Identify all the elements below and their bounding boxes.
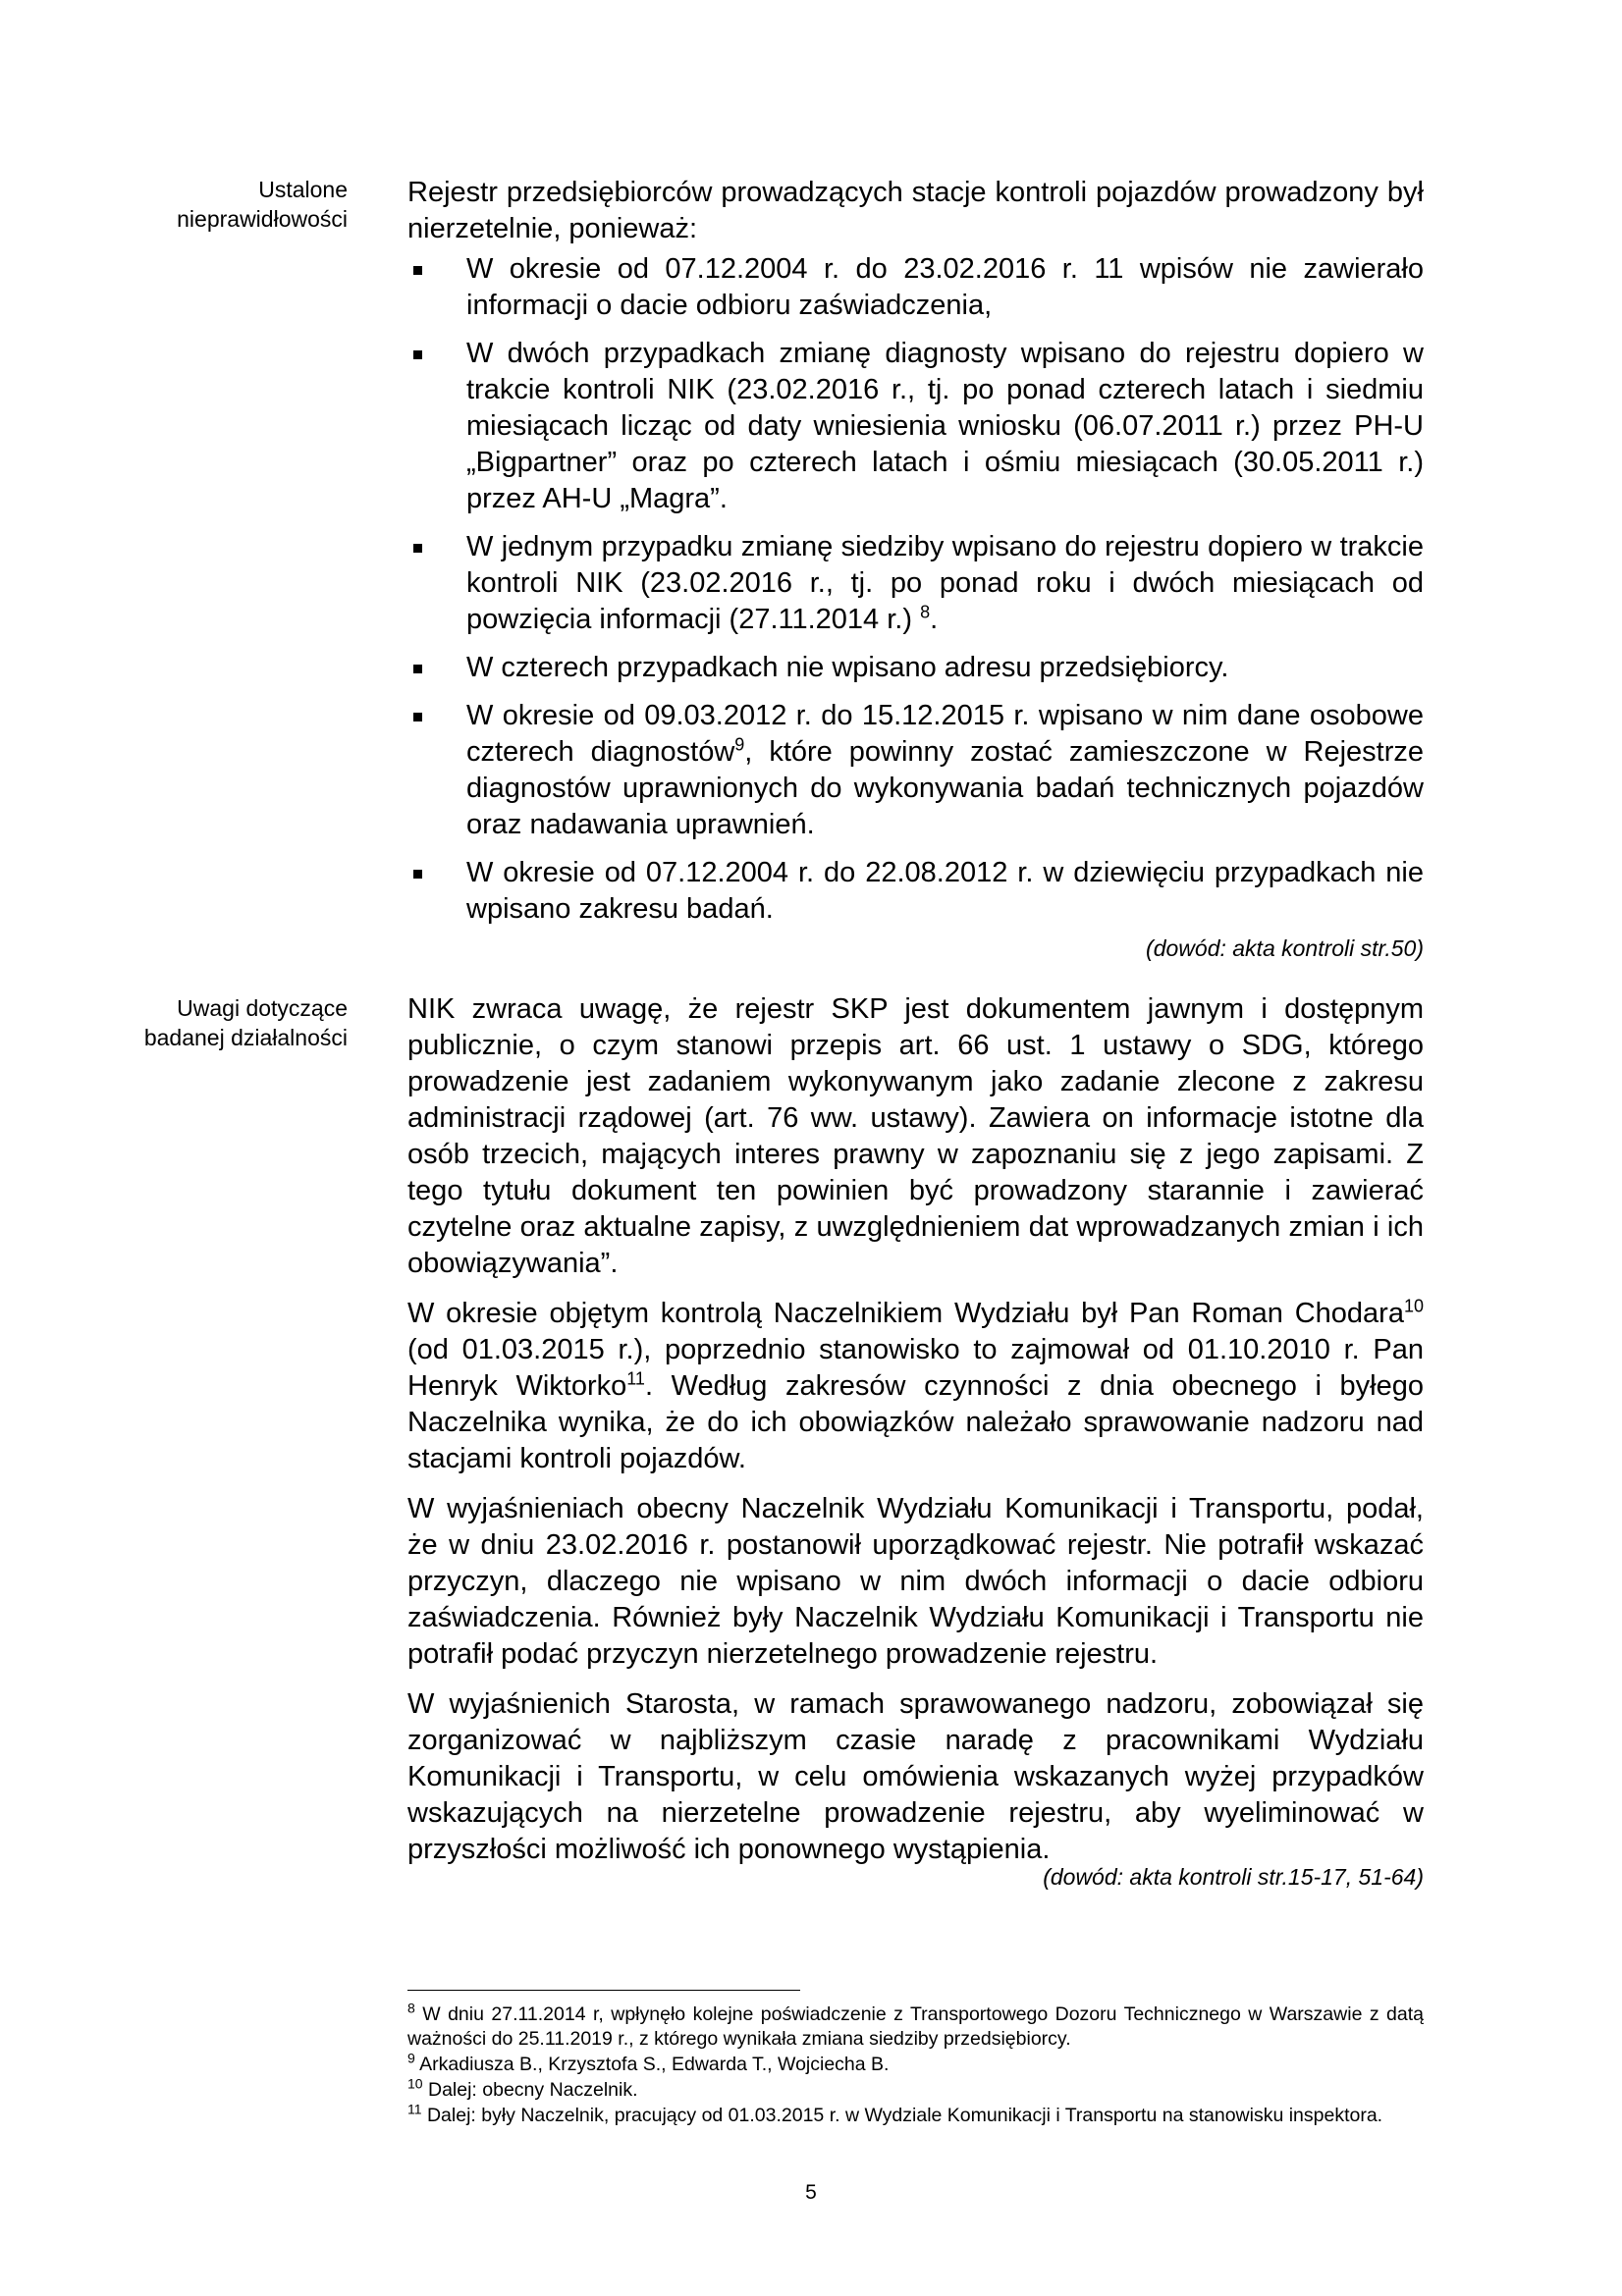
list-item: W dwóch przypadkach zmianę diagnosty wpisano do rejestru dopiero w trakcie kontroli NIK (23.02.2016 r., tj. po ponad czterech latach i siedmiu miesiącach licząc od daty wniesienia wniosku (06.07.2011 r.) przez PH-U „Bigpartner” oraz po czterech latach i ośmiu miesiącach (30.05.2011 r.) przez AH-U „Magra”. [407, 336, 1424, 517]
page-number: 5 [805, 2181, 817, 2204]
margin-label-irregularities: Ustalone nieprawidłowości [177, 177, 348, 232]
footnote: $^9$ Arkadiusza B., Krzysztofa S., Edwarda T., Wojciecha B. [407, 2050, 890, 2075]
evidence-reference: (dowód: akta kontroli str.15-17, 51-64) [1043, 1864, 1424, 1890]
list-item: W okresie od 09.03.2012 r. do 15.12.2015 r. wpisano w nim dane osobowe czterech diagnostów$^9$, które powinny zostać zamieszczone w Rejestrze diagnostów uprawnionych do wykonywania badań technicznych pojazdów oraz nadawania uprawnień. [407, 698, 1424, 843]
paragraph: NIK zwraca uwagę, że rejestr SKP jest dokumentem jawnym i dostępnym publicznie, o czym stanowi przepis art. 66 ust. 1 ustawy o SDG, którego prowadzenie jest zadaniem wykonywanym jako zadanie zlecone z zakresu administracji rządowej (art. 76 ww. ustawy). Zawiera on informacje istotne dla osób trzecich, mających interes prawny w zapoznaniu się z jego zapisami. Z tego tytułu dokument ten powinien być prowadzony starannie i zawierać czytelne oraz aktualne zapisy, z uwzględnieniem dat wprowadzanych zmian i ich obowiązywania”. [407, 993, 1424, 1279]
footnote: $^{10}$ Dalej: obecny Naczelnik. [407, 2075, 638, 2101]
paragraph: W wyjaśnienich Starosta, w ramach sprawowanego nadzoru, zobowiązał się zorganizować w najbliższym czasie naradę z pracownikami Wydziału Komunikacji i Transportu, w celu omówienia wskazanych wyżej przypadków wskazujących na nierzetelne prowadzenie rejestru, aby wyeliminować w przyszłości możliwość ich ponownego wystąpienia. [407, 1688, 1424, 1865]
square-bullet-icon [413, 870, 422, 879]
square-bullet-icon [413, 350, 422, 359]
section-remarks [407, 991, 1424, 1892]
footnote: $^{11}$ Dalej: były Naczelnik, pracujący od 01.03.2015 r. w Wydziale Komunikacji i Transportu na stanowisku inspektora. [407, 2101, 1383, 2126]
footnote-ref: 9 [734, 734, 745, 755]
footnote-ref: 11 [626, 1368, 645, 1389]
footnote-ref: 8 [920, 602, 931, 622]
list-item: W jednym przypadku zmianę siedziby wpisano do rejestru dopiero w trakcie kontroli NIK (23.02.2016 r., tj. po ponad roku i dwóch miesiącach od powzięcia informacji (27.11.2014 r.) $^8$. [407, 529, 1424, 638]
list-item: W okresie od 07.12.2004 r. do 22.08.2012 r. w dziewięciu przypadkach nie wpisano zakresu badań. [407, 855, 1424, 928]
paragraph: W okresie objętym kontrolą Naczelnikiem Wydziału był Pan Roman Chodara$^{10}$ (od 01.03.2015 r.), poprzednio stanowisko to zajmował od 01.10.2010 r. Pan Henryk Wiktorko$^{11}$. Według zakresów czynności z dnia obecnego i byłego Naczelnika wynika, że do ich obowiązków należało sprawowanie nadzoru nad stacjami kontroli pojazdów. [407, 1296, 1425, 1474]
margin-label-remarks: Uwagi dotyczące badanej działalności [143, 995, 348, 1050]
footnotes [407, 2002, 1424, 2129]
footnote-ref: 10 [1403, 1296, 1424, 1316]
square-bullet-icon [413, 544, 422, 553]
paragraph: W wyjaśnieniach obecny Naczelnik Wydziału Komunikacji i Transportu, podał, że w dniu 23.02.2016 r. postanowił uporządkować rejestr. Nie potrafił wskazać przyczyn, dlaczego nie wpisano w nim dwóch informacji o dacie odbioru zaświadczenia. Również były Naczelnik Wydziału Komunikacji i Transportu nie potrafił podać przyczyn nierzetelnego prowadzenie rejestru. [407, 1493, 1424, 1670]
bullet-list [407, 251, 1424, 928]
square-bullet-icon [413, 665, 422, 673]
square-bullet-icon [413, 266, 422, 275]
square-bullet-icon [413, 713, 422, 721]
footnote: $^8$ W dniu 27.11.2014 r, wpłynęło kolejne poświadczenie z Transportowego Dozoru Technicznego w Warszawie z datą ważności do 25.11.2019 r., z którego wynikała zmiana siedziby przedsiębiorcy. [407, 2000, 1424, 2050]
list-item: W czterech przypadkach nie wpisano adresu przedsiębiorcy. [407, 650, 1424, 686]
section-irregularities [407, 175, 1424, 963]
list-item: W okresie od 07.12.2004 r. do 23.02.2016 r. 11 wpisów nie zawierało informacji o dacie odbioru zaświadczenia, [407, 251, 1424, 324]
footnote-divider [407, 1990, 800, 1991]
intro-paragraph: Rejestr przedsiębiorców prowadzących stacje kontroli pojazdów prowadzony był nierzetelnie, ponieważ: [407, 177, 1424, 244]
evidence-reference: (dowód: akta kontroli str.50) [1146, 935, 1424, 961]
